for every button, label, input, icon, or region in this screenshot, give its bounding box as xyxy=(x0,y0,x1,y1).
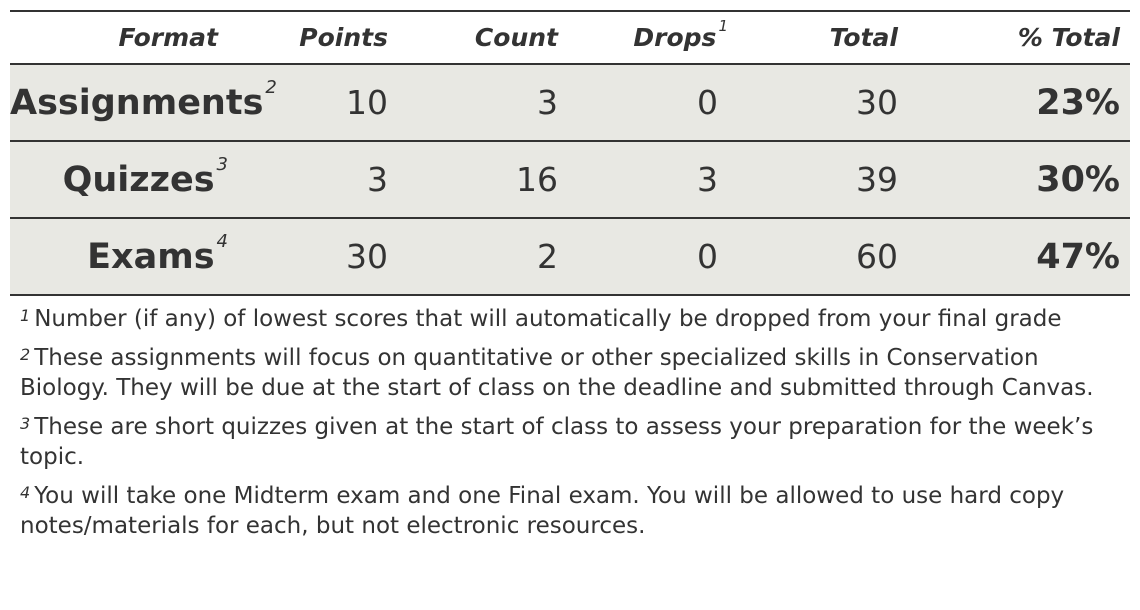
row-format-exams: Exams $^4$ xyxy=(10,218,248,295)
footnote-mark: 3 xyxy=(216,153,228,175)
row-pct-total: 23% xyxy=(928,64,1130,141)
row-format-assignments: Assignments $^2$ xyxy=(10,64,248,141)
table-row xyxy=(10,141,1130,218)
row-points: 10 xyxy=(248,64,418,141)
grade-breakdown-table xyxy=(10,10,1130,296)
footnote-mark: 4 xyxy=(216,230,228,252)
row-total: 60 xyxy=(748,218,928,295)
row-points: 3 xyxy=(248,141,418,218)
table-row xyxy=(10,218,1130,295)
drops-footnote-mark: 1 xyxy=(718,17,728,35)
row-total: 39 xyxy=(748,141,928,218)
header-row xyxy=(10,11,1130,64)
row-drops: 3 xyxy=(588,141,748,218)
footnote-1: $^1$ Number (if any) of lowest scores that will automatically be dropped from your final grade xyxy=(20,306,1062,332)
footnote-mark: 2 xyxy=(265,76,277,98)
header-format: Format xyxy=(10,11,248,64)
table-row xyxy=(10,64,1130,141)
row-pct-total: 30% xyxy=(928,141,1130,218)
header-points: Points xyxy=(248,11,418,64)
footnote-number: 4 xyxy=(20,483,31,502)
footnote-number: 3 xyxy=(20,414,31,433)
footnote-2: $^2$ These assignments will focus on quantitative or other specialized skills in Conservation Biology. They will be due at the start of class on the deadline and submitted through Canvas. xyxy=(20,345,1094,401)
table-header xyxy=(10,11,1130,64)
row-points: 30 xyxy=(248,218,418,295)
footnote-3: $^3$ These are short quizzes given at the start of class to assess your preparation for the week’s topic. xyxy=(20,414,1094,470)
row-count: 3 xyxy=(418,64,588,141)
header-drops: Drops $^1$ xyxy=(588,11,748,64)
footnote-number: 2 xyxy=(20,345,31,364)
header-pct-total: % Total xyxy=(928,11,1130,64)
row-count: 2 xyxy=(418,218,588,295)
row-count: 16 xyxy=(418,141,588,218)
table-body xyxy=(10,64,1130,295)
footnote-4: $^4$ You will take one Midterm exam and one Final exam. You will be allowed to use hard copy notes/materials for each, but not electronic resources. xyxy=(20,483,1065,539)
grading-section xyxy=(10,10,1130,550)
row-drops: 0 xyxy=(588,218,748,295)
row-drops: 0 xyxy=(588,64,748,141)
row-pct-total: 47% xyxy=(928,218,1130,295)
header-count: Count xyxy=(418,11,588,64)
row-total: 30 xyxy=(748,64,928,141)
header-total: Total xyxy=(748,11,928,64)
footnote-number: 1 xyxy=(20,306,31,325)
row-format-quizzes: Quizzes $^3$ xyxy=(10,141,248,218)
footnotes xyxy=(10,304,1130,541)
